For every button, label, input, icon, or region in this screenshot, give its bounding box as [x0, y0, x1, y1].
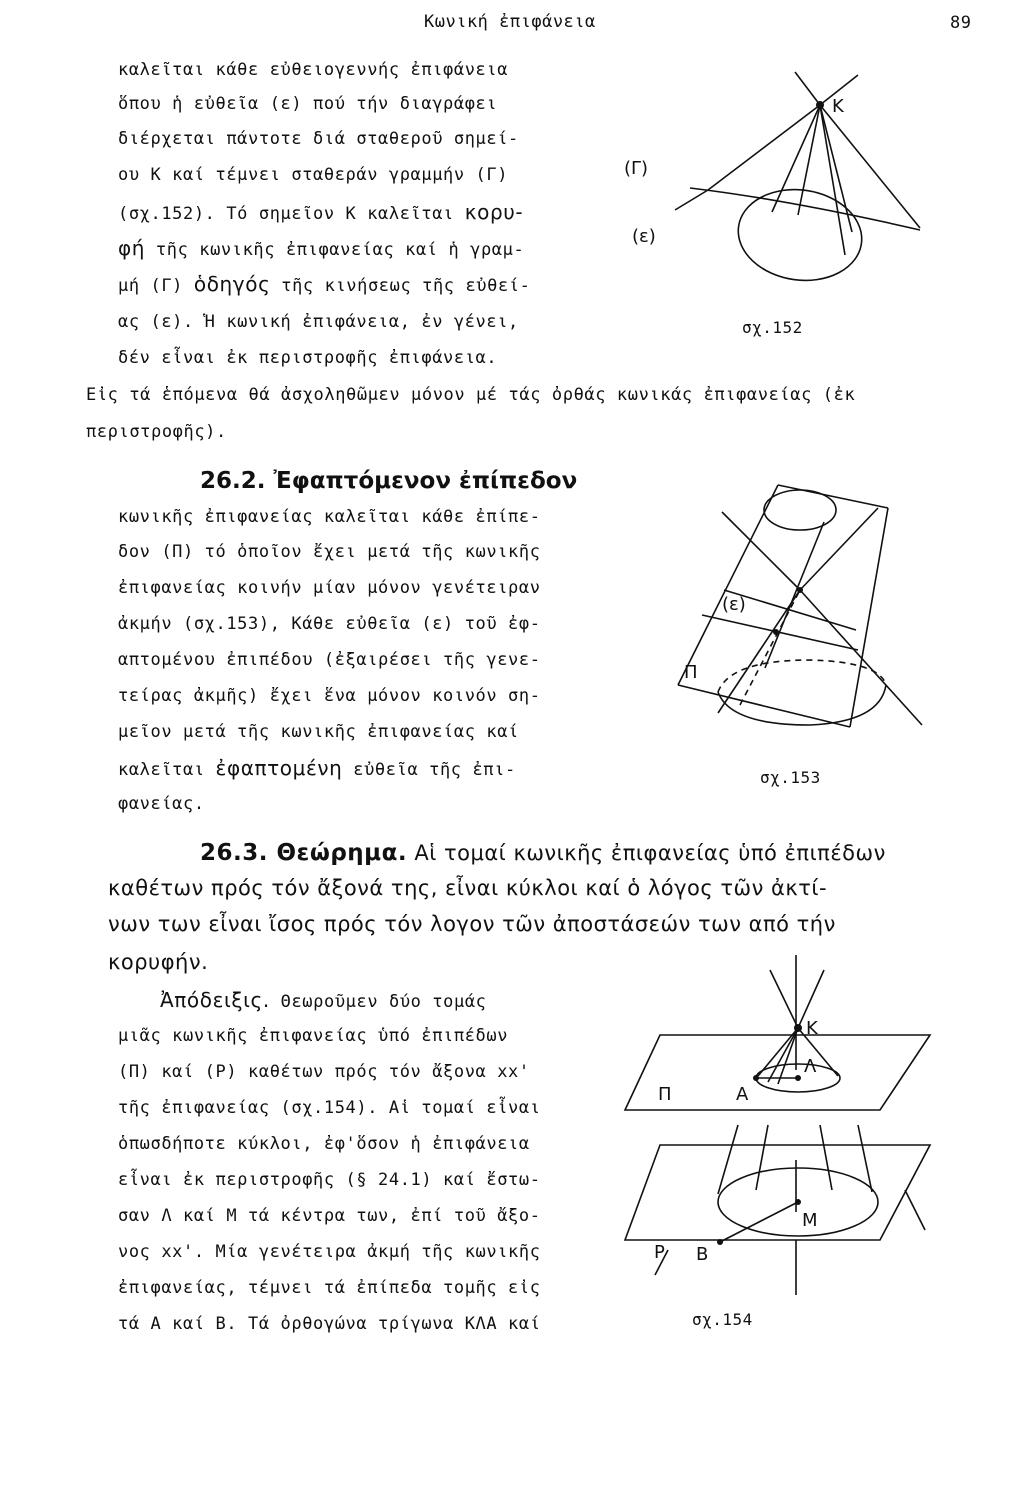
caption-154: σχ.154	[692, 1310, 753, 1329]
text-line: (Π) καί (Ρ) καθέτων πρός τόν ἄξονα xx'	[118, 1062, 530, 1082]
caption-153: σχ.153	[760, 768, 821, 787]
text-span: Αἱ τομαί κωνικῆς ἐπιφανείας ὑπό ἐπιπέδων	[414, 841, 886, 865]
text-line: Εἰς τά ἑπόμενα θά ἀσχοληθῶμεν μόνον μέ τάς ὀρθάς κωνικάς ἐπιφανείας (ἐκ	[86, 385, 856, 405]
figure-153	[660, 470, 960, 770]
text-line: σαν Λ καί Μ τά κέντρα των, ἐπί τοῦ ἄξο-	[118, 1206, 541, 1226]
text-line: μεῖον μετά τῆς κωνικῆς ἐπιφανείας καί	[118, 722, 519, 742]
label-K: Κ	[832, 96, 844, 117]
point-B	[717, 1239, 723, 1245]
text-line: κωνικῆς ἐπιφανείας καλεῖται κάθε ἐπίπε-	[118, 507, 541, 527]
vertex-point	[816, 101, 824, 109]
generator	[778, 1028, 798, 1084]
text-line	[118, 236, 524, 262]
text-line: μιᾶς κωνικῆς ἐπιφανείας ὑπό ἐπιπέδων	[118, 1026, 509, 1046]
generator-upper	[770, 970, 798, 1028]
term-tangent: ἐφαπτομένη	[215, 756, 343, 780]
text-line	[118, 756, 516, 782]
lower-generator	[718, 1125, 738, 1194]
text-line: ὁπωσδήποτε κύκλοι, ἐφ'ὅσον ἡ ἐπιφάνεια	[118, 1134, 530, 1154]
text-line: τῆς ἐπιφανείας (σχ.154). Αἱ τομαί εἶναι	[118, 1098, 541, 1118]
plane-edge	[678, 485, 778, 685]
proof-label: Ἀπόδειξις.	[160, 988, 270, 1012]
text-span: Θεωροῦμεν δύο τομάς	[280, 992, 487, 1012]
cone-generator	[722, 512, 800, 590]
text-line: καθέτων πρός τόν ἄξονά της, εἶναι κύκλοι καί ὁ λόγος τῶν ἀκτί-	[108, 876, 828, 900]
contact-point	[773, 629, 779, 635]
text-line: ἀκμήν (σχ.153), Κάθε εὐθεῖα (ε) τοῦ ἐφ-	[118, 614, 541, 634]
text-line: δον (Π) τό ὁποῖον ἔχει μετά τῆς κωνικῆς	[118, 542, 541, 562]
text-line: τείρας ἀκμῆς) ἔχει ἕνα μόνον κοινόν ση-	[118, 686, 541, 706]
label-R: Ρ	[654, 1242, 665, 1263]
text-line	[160, 988, 487, 1014]
text-line: απτομένου ἐπιπέδου (ἐξαιρέσει τῆς γενε-	[118, 650, 541, 670]
text-line: ἐπιφανείας, τέμνει τά ἐπίπεδα τομῆς εἰς	[118, 1278, 541, 1298]
generator-line	[708, 105, 820, 190]
text-span: μή (Γ)	[118, 276, 184, 296]
label-M: Μ	[802, 1210, 818, 1231]
figure-152	[620, 50, 960, 350]
label-e: (ε)	[632, 226, 656, 247]
contact-generator	[765, 522, 824, 668]
label-P: Π	[658, 1084, 672, 1105]
text-span: τῆς κωνικῆς ἐπιφανείας καί ἡ γραμ-	[155, 240, 525, 260]
label-K: Κ	[806, 1018, 818, 1039]
caption-152: σχ.152	[742, 318, 803, 337]
generator-line-upper	[795, 72, 820, 105]
text-line: κορυφήν.	[108, 950, 209, 974]
label-L: Λ	[804, 1056, 817, 1077]
label-e: (ε)	[722, 594, 746, 615]
lower-generator	[820, 1125, 832, 1190]
center-M	[795, 1199, 801, 1205]
upper-ellipse	[764, 490, 836, 530]
plane-edge	[778, 485, 888, 508]
text-line: ὅπου ἡ εὐθεῖα (ε) πού τήν διαγράφει	[118, 94, 498, 114]
lower-generator	[858, 1125, 872, 1192]
cone-generator	[800, 508, 878, 590]
edge-line	[905, 1190, 925, 1230]
text-line: εἶναι ἐκ περιστροφῆς (§ 24.1) καί ἔστω-	[118, 1170, 541, 1190]
text-line: καλεῖται κάθε εὐθειογεννής ἐπιφάνεια	[118, 60, 509, 80]
text-line: τά Α καί Β. Τά ὀρθογώνα τρίγωνα ΚΛΑ καί	[118, 1314, 541, 1334]
plane-edge	[850, 508, 888, 727]
label-A: Α	[736, 1084, 749, 1105]
text-line: ου Κ καί τέμνει σταθεράν γραμμήν (Γ)	[118, 165, 509, 185]
text-line: ας (ε). Ἡ κωνική ἐπιφάνεια, ἐν γένει,	[118, 312, 519, 332]
term-vertex-end: φή	[118, 236, 146, 260]
point-A	[753, 1075, 759, 1081]
label-P: Π	[684, 662, 698, 683]
text-line	[118, 272, 530, 298]
line-e	[675, 190, 708, 210]
generator-line	[798, 105, 820, 215]
text-span: (σχ.152). Τό σημεῖον Κ καλεῖται	[118, 204, 454, 224]
section-heading: 26.2. Ἐφαπτόμενον ἐπίπεδον	[200, 468, 578, 494]
label-B: Β	[696, 1244, 709, 1265]
text-line: ἐπιφανείας κοινήν μίαν μόνον γενέτειραν	[118, 578, 541, 598]
text-span: εὐθεῖα τῆς ἐπι-	[353, 760, 516, 780]
text-span: καλεῖται	[118, 760, 205, 780]
text-span: τῆς κινήσεως τῆς εὐθεί-	[281, 276, 531, 296]
base-ellipse	[732, 182, 867, 288]
generator-line	[820, 105, 845, 255]
text-line: περιστροφῆς).	[86, 422, 227, 442]
generator-line	[772, 105, 820, 212]
theorem-heading: 26.3. Θεώρημα.	[200, 840, 408, 866]
text-line: νος xx'. Μία γενέτειρα ἀκμή τῆς κωνικῆς	[118, 1242, 541, 1262]
hidden-line	[740, 590, 800, 705]
running-title: Κωνική ἐπιφάνεια	[424, 12, 596, 32]
text-line: διέρχεται πάντοτε διά σταθεροῦ σημεί-	[118, 129, 519, 149]
term-vertex: κορυ-	[464, 200, 524, 224]
cone-generator	[800, 590, 922, 725]
generator	[768, 1028, 798, 1082]
plane-R	[625, 1145, 930, 1240]
text-line	[118, 200, 523, 226]
vertex-point	[797, 587, 803, 593]
lower-generator	[756, 1125, 768, 1190]
text-line: φανείας.	[118, 794, 205, 814]
base-ellipse	[718, 685, 886, 725]
text-line: δέν εἶναι ἐκ περιστροφῆς ἐπιφάνεια.	[118, 348, 498, 368]
label-G: (Γ)	[624, 158, 649, 179]
text-line: νων των εἶναι ἴσος πρός τόν λογον τῶν ἀποστάσεών των από τήν	[108, 912, 836, 936]
text-line	[200, 840, 886, 866]
center-L	[795, 1075, 801, 1081]
guide-curve	[690, 188, 920, 230]
term-guide: ὁδηγός	[193, 272, 271, 296]
page-number: 89	[950, 13, 972, 33]
figure-154	[610, 950, 950, 1310]
vertex-point	[794, 1024, 802, 1032]
